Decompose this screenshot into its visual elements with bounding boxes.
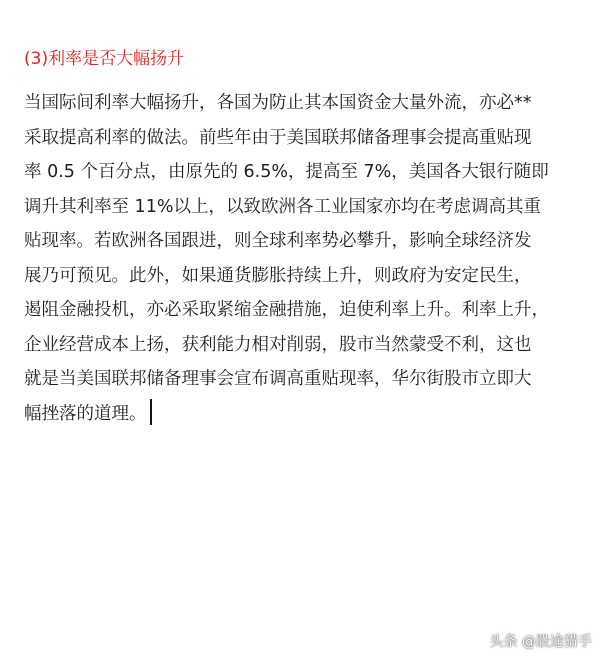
body-line-last	[24, 397, 589, 432]
body-line: 采取提高利率的做法。前些年由于美国联邦储备理事会提高重贴现	[24, 127, 532, 148]
body-line: 当国际间利率大幅扬升，各国为防止其本国资金大量外流，亦必**	[24, 93, 532, 113]
watermark: 头条 @股途猎手	[489, 634, 592, 650]
body-line-last-text: 幅挫落的道理。	[24, 403, 147, 424]
body-line: 就是当美国联邦储备理事会宣布调高重贴现率，华尔街股市立即大	[24, 369, 532, 389]
body-line: 企业经营成本上扬，获利能力相对削弱，股市当然蒙受不利，这也	[24, 334, 532, 355]
body-line: 展乃可预见。此外，如果通货膨胀持续上升，则政府为安定民生，	[24, 265, 532, 286]
section-heading: (3)利率是否大幅扬升	[24, 49, 185, 69]
text-cursor	[150, 399, 152, 425]
body-line: 遏阻金融投机，亦必采取紧缩金融措施，迫使利率上升。利率上升，	[24, 300, 549, 320]
body-line: 贴现率。若欧洲各国跟进，则全球利率势必攀升，影响全球经济发	[24, 231, 532, 251]
body-line: 调升其利率至 11%以上，以致欧洲各工业国家亦均在考虑调高其重	[24, 196, 541, 217]
article-body	[24, 86, 589, 431]
body-line: 率 0.5 个百分点，由原先的 6.5%，提高至 7%，美国各大银行随即	[24, 162, 549, 182]
